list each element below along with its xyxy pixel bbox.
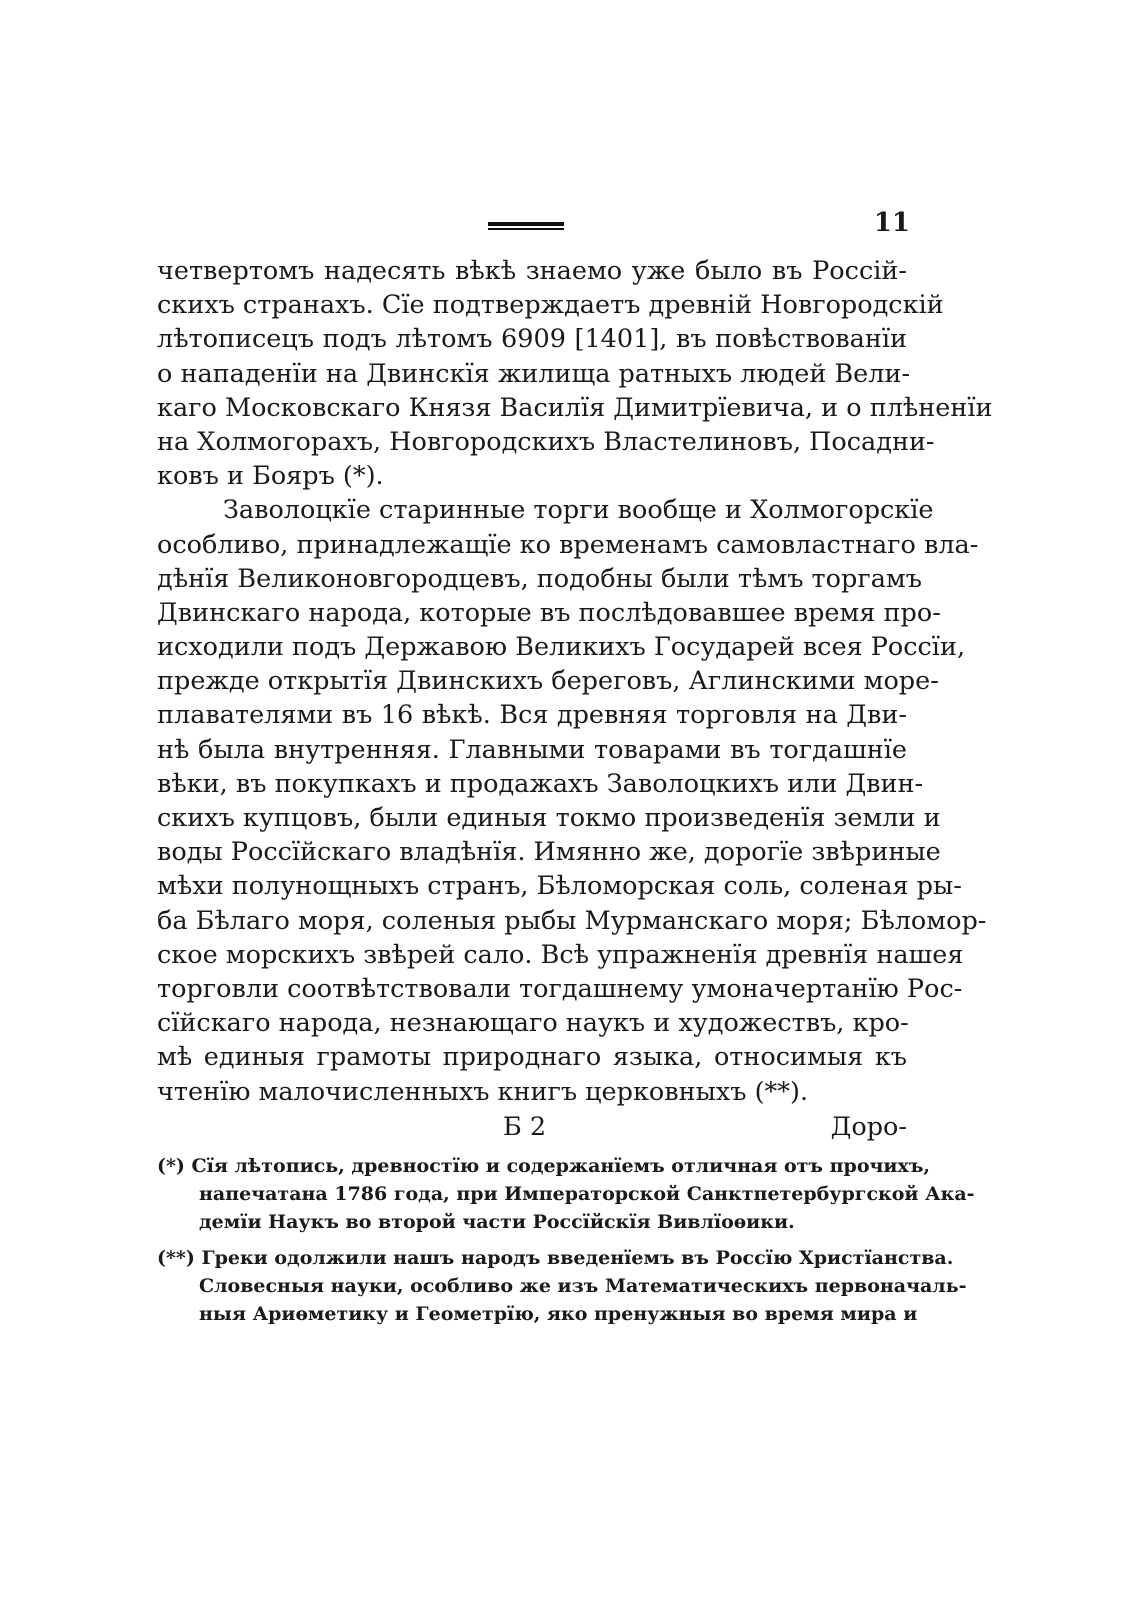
rule-thin (488, 228, 564, 230)
text-line: ковъ и Бояръ (*). (157, 461, 384, 492)
text-line: воды Россїйскаго владѣнїя. Имянно же, дорогїе звѣриные (157, 837, 941, 868)
text-line: лѣтописецъ подъ лѣтомъ 6909 [1401], въ повѣствованїи (157, 324, 907, 355)
footnote-line: ныя Ариѳметику и Геометрїю, яко пренужныя во время мира и (199, 1303, 918, 1325)
paragraph-start-line: Заволоцкїе старинные торги вообще и Холмогорскїе (223, 495, 934, 526)
page-number: 11 (873, 208, 910, 238)
text-line: ское морскихъ звѣрей сало. Всѣ упражненїя древнїя нашея (157, 939, 964, 970)
text-line: мѣ единыя грамоты природнаго языка, относимыя къ (157, 1042, 907, 1073)
text-line: особливо, принадлежащїе ко временамъ самовластнаго вла- (157, 529, 979, 560)
text-line: плавателями въ 16 вѣкѣ. Вся древняя торговля на Дви- (157, 700, 907, 731)
footnotes (157, 1152, 975, 1328)
text-line: дѣнїя Великоновгородцевъ, подобны были тѣмъ торгамъ (157, 563, 922, 594)
text-line: о нападенїи на Двинскїя жилища ратныхъ людей Вели- (157, 358, 911, 389)
text-line: торговли соотвѣтствовали тогдашнему умоначертанїю Рос- (157, 973, 963, 1004)
text-line: четвертомъ надесять вѣкѣ знаемо уже было въ Россій- (157, 256, 907, 286)
catchword: Доро- (830, 1112, 907, 1142)
text-line: сїйскаго народа, незнающаго наукъ и художествъ, кро- (157, 1008, 909, 1039)
text-line: исходили подъ Державою Великихъ Государей всея Россїи, (157, 632, 966, 663)
text-line: каго Московскаго Князя Василїя Димитрїевича, и о плѣненїи (157, 392, 993, 423)
text-line: скихъ странахъ. Сїе подтверждаетъ древній Новгородскій (157, 290, 944, 321)
text-line: Двинскаго народа, которые въ послѣдовавшее время про- (157, 597, 941, 628)
footnote-line: (*) Сїя лѣтопись, древностїю и содержанїемъ отличная отъ прочихъ, (157, 1155, 931, 1177)
text-line: ба Бѣлаго моря, соленыя рыбы Мурманскаго моря; Бѣломор- (157, 905, 987, 936)
footnote-line: демїи Наукъ во второй части Россїйскїя Вивлїоѳики. (199, 1211, 795, 1233)
text-line: на Холмогорахъ, Новгородскихъ Властелиновъ, Посадни- (157, 426, 935, 457)
signature-row (157, 1110, 907, 1144)
main-text (157, 254, 993, 1109)
text-line: мѣхи полунощныхъ странъ, Бѣломорская соль, соленая ры- (157, 871, 962, 902)
signature-mark: Б 2 (503, 1112, 547, 1142)
footnote-line: напечатана 1786 года, при Императорской Санктпетербургской Ака- (199, 1183, 975, 1205)
header-ornament-rule (488, 222, 564, 231)
text-line: чтенїю малочисленныхъ книгъ церковныхъ (**). (157, 1076, 809, 1107)
text-line: нѣ была внутренняя. Главными товарами въ тогдашнїе (157, 734, 907, 765)
text-line: прежде открытїя Двинскихъ береговъ, Аглинскими море- (157, 666, 939, 697)
rule-thick (488, 222, 564, 226)
footnote-line: Словесныя науки, особливо же изъ Математическихъ первоначаль- (199, 1275, 967, 1297)
footnote-line: (**) Греки одолжили нашъ народъ введенїемъ въ Россїю Христїанства. (157, 1247, 954, 1269)
text-line: вѣки, въ покупкахъ и продажахъ Заволоцкихъ или Двин- (157, 768, 924, 799)
text-line: скихъ купцовъ, были единыя токмо произведенїя земли и (157, 803, 941, 833)
